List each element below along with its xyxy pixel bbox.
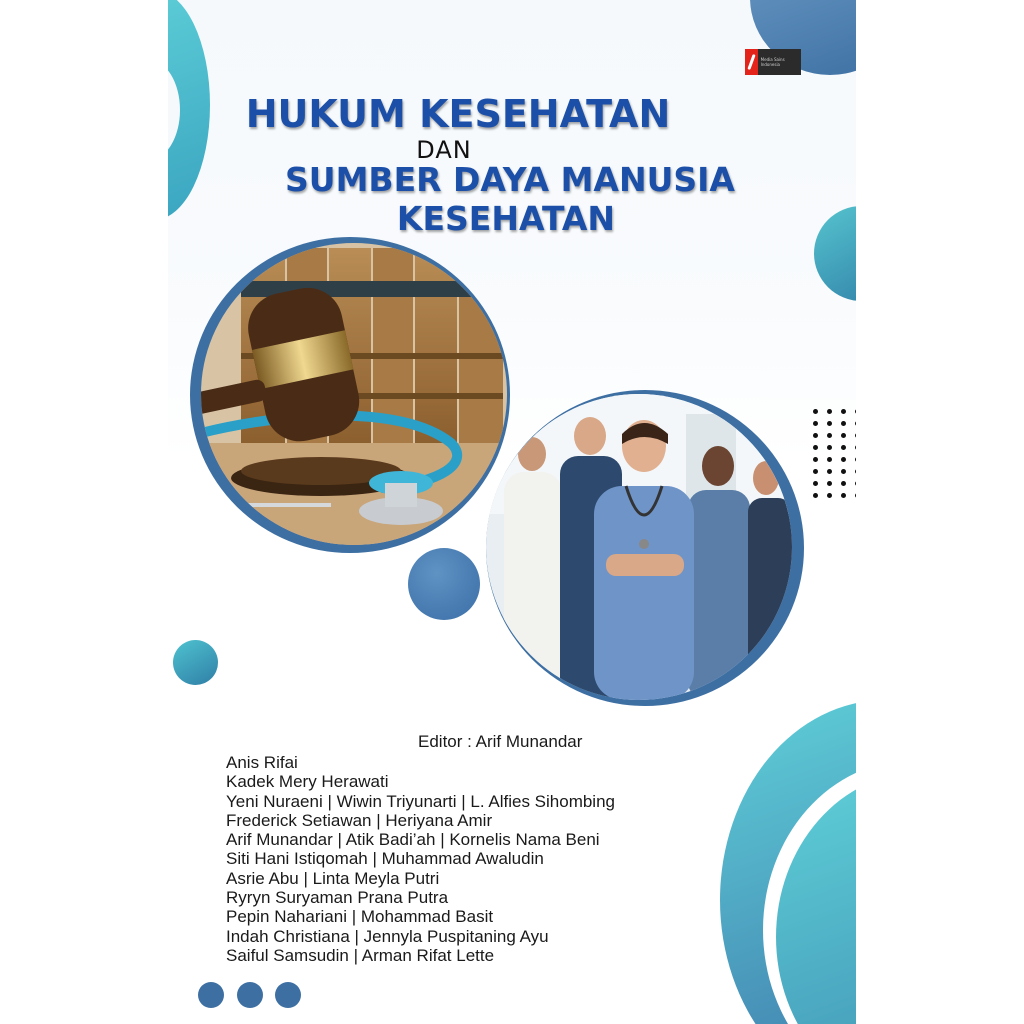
publisher-logo — [745, 49, 801, 75]
decor-dot-1 — [198, 982, 224, 1008]
author-line: Asrie Abu | Linta Meyla Putri — [226, 868, 440, 888]
title-line-1: HUKUM KESEHATAN — [245, 92, 671, 136]
decor-circle-small-left — [173, 640, 218, 685]
quill-icon — [745, 49, 758, 75]
title-line-3: SUMBER DAYA MANUSIA — [285, 160, 735, 199]
author-line: Siti Hani Istiqomah | Muhammad Awaludin — [226, 849, 544, 869]
author-line: Kadek Mery Herawati — [226, 772, 389, 792]
decor-dot-3 — [275, 982, 301, 1008]
author-line: Anis Rifai — [226, 753, 298, 772]
author-line: Frederick Setiawan | Heriyana Amir — [226, 810, 493, 830]
author-line: Arif Munandar | Atik Badi’ah | Kornelis Nama Beni — [226, 830, 600, 850]
author-line: Pepin Nahariani | Mohammad Basit — [226, 907, 494, 927]
publisher-logo-text: Media Sains Indonesia — [760, 57, 785, 67]
law-photo — [201, 243, 507, 545]
title-line-2: DAN — [416, 136, 472, 164]
author-line: Saiful Samsudin | Arman Rifat Lette — [226, 945, 495, 965]
book-cover — [168, 0, 856, 1024]
decor-dot-2 — [237, 982, 263, 1008]
author-line: Indah Christiana | Jennyla Puspitaning Ayu — [226, 926, 549, 946]
decor-circle-mid — [408, 548, 480, 620]
decor-dot-grid — [813, 409, 855, 498]
editor-line: Editor : Arif Munandar — [418, 732, 583, 751]
author-line: Yeni Nuraeni | Wiwin Triyunarti | L. Alfies Sihombing — [226, 791, 615, 811]
medical-team-image — [486, 394, 792, 700]
title-line-4: KESEHATAN — [396, 199, 616, 238]
author-list — [226, 753, 615, 965]
author-line: Ryryn Suryaman Prana Putra — [226, 888, 449, 908]
medical-team-photo — [486, 394, 792, 700]
gavel-photo-image — [201, 243, 507, 545]
